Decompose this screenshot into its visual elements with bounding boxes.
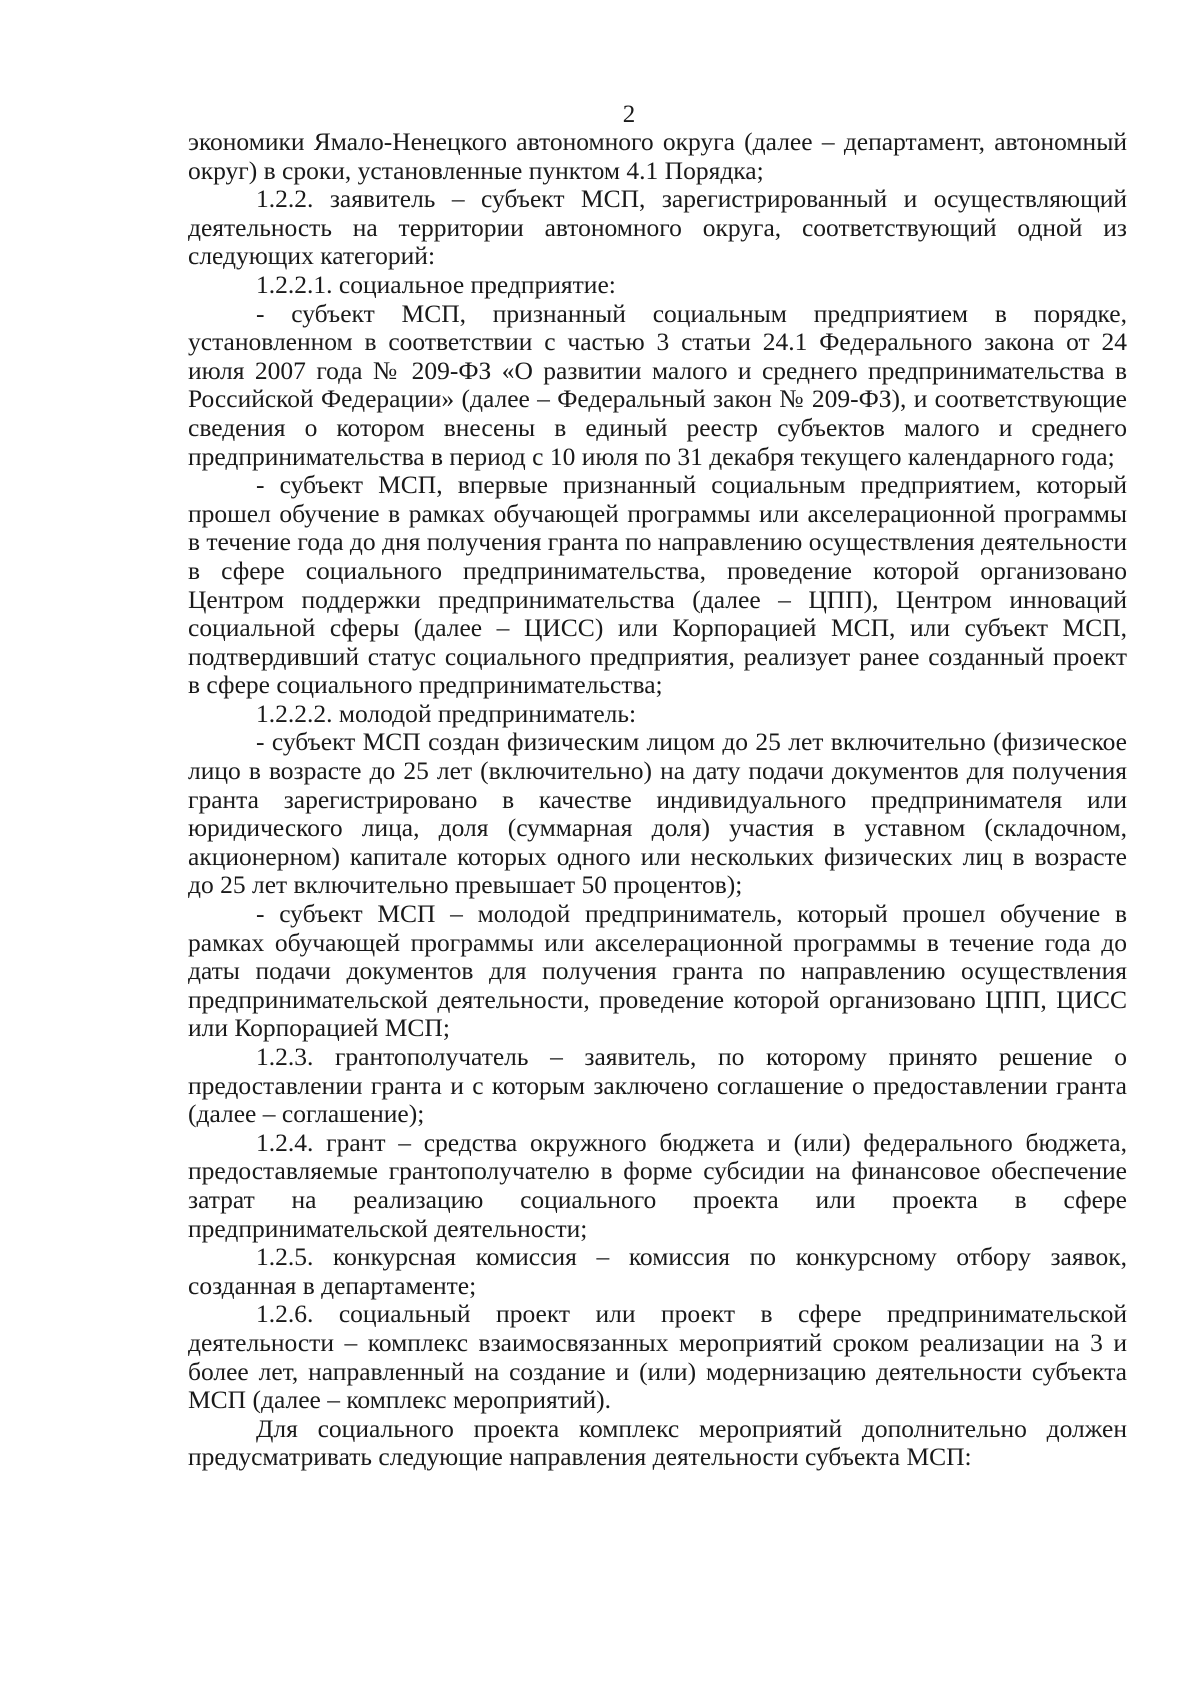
paragraph-social-project-directions: Для социального проекта комплекс мероприятий дополнительно должен предусматривать следующие направления деятельности субъекта МСП:	[188, 1413, 1127, 1472]
paragraph-social-enterprise-item-1: - субъект МСП, признанный социальным предприятием в порядке, установленном в соответствии с частью 3 статьи 24.1 Федерального закона от 24 июля 2007 года № 209-ФЗ «О развитии малого и среднего предпринимательства в Российской Федерации» (далее – Федеральный закон № 209-ФЗ), и соответствующие сведения о котором внесены в единый реестр субъектов малого и среднего предпринимательства в период с 10 июля по 31 декабря текущего календарного года;	[188, 298, 1127, 471]
paragraph-1-2-2-1: 1.2.2.1. социальное предприятие:	[256, 269, 616, 299]
paragraph-1-2-2: 1.2.2. заявитель – субъект МСП, зарегистрированный и осуществляющий деятельность на территории автономного округа, соответствующий одной из следующих категорий:	[188, 184, 1127, 271]
paragraph-1-2-4: 1.2.4. грант – средства окружного бюджета и (или) федерального бюджета, предоставляемые грантополучателю в форме субсидии на финансовое обеспечение затрат на реализацию социального проекта или проекта в сфере предпринимательской деятельности;	[188, 1127, 1127, 1243]
paragraph-social-enterprise-item-2: - субъект МСП, впервые признанный социальным предприятием, который прошел обучение в рамках обучающей программы или акселерационной программы в течение года до дня получения гранта по направлению осуществления деятельности в сфере социального предпринимательства, проведение которой организовано Центром поддержки предпринимательства (далее – ЦПП), Центром инноваций социальной сферы (далее – ЦИСС) или Корпорацией МСП, или субъект МСП, подтвердивший статус социального предприятия, реализует ранее созданный проект в сфере социального предпринимательства;	[188, 470, 1127, 700]
paragraph-young-entrepreneur-item-1: - субъект МСП создан физическим лицом до 25 лет включительно (физическое лицо в возрасте до 25 лет (включительно) на дату подачи документов для получения гранта зарегистрировано в качестве индивидуального предпринимателя или юридического лица, доля (суммарная доля) участия в уставном (складочном, акционерном) капитале которых одного или нескольких физических лиц в возрасте до 25 лет включительно превышает 50 процентов);	[188, 727, 1127, 900]
paragraph-1-2-2-2: 1.2.2.2. молодой предприниматель:	[256, 698, 637, 728]
paragraph-1-2-6: 1.2.6. социальный проект или проект в сфере предпринимательской деятельности – комплекс взаимосвязанных мероприятий сроком реализации на 3 и более лет, направленный на создание и (или) модернизацию деятельности субъекта МСП (далее – комплекс мероприятий).	[188, 1299, 1127, 1415]
paragraph-1-2-3: 1.2.3. грантополучатель – заявитель, по которому принято решение о предоставлении гранта и с которым заключено соглашение о предоставлении гранта (далее – соглашение);	[188, 1042, 1127, 1129]
paragraph-young-entrepreneur-item-2: - субъект МСП – молодой предприниматель, который прошел обучение в рамках обучающей программы или акселерационной программы в течение года до даты подачи документов для получения гранта по направлению осуществления предпринимательской деятельности, проведение которой организовано ЦПП, ЦИСС или Корпорацией МСП;	[188, 899, 1127, 1043]
paragraph-1-2-5: 1.2.5. конкурсная комиссия – комиссия по конкурсному отбору заявок, созданная в департаменте;	[188, 1242, 1127, 1300]
page-number: 2	[622, 101, 636, 128]
paragraph-continuation: экономики Ямало-Ненецкого автономного округа (далее – департамент, автономный округ) в сроки, установленные пунктом 4.1 Порядка;	[188, 127, 1127, 185]
